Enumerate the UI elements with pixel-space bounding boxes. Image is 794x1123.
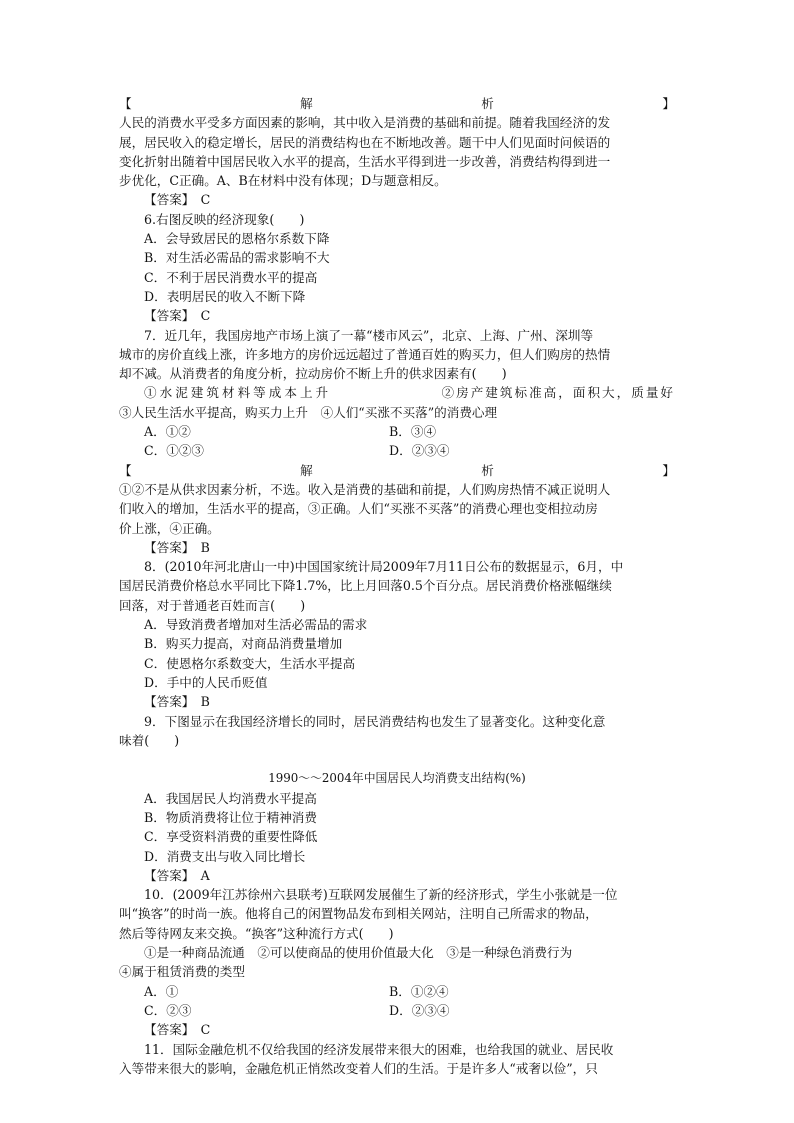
question-8-stem: 回落，对于普通老百姓而言( ) — [119, 597, 306, 613]
option: A．导致消费者增加对生活必需品的需求 — [144, 617, 368, 633]
figure-caption: 1990～～2004年中国居民人均消费支出结构(%) — [268, 771, 526, 786]
option: C．使恩格尔系数变大，生活水平提高 — [144, 655, 356, 671]
options-row: C．②③ D．②③④ — [144, 1002, 450, 1018]
options-row: A．①② B．③④ — [144, 424, 437, 440]
option: B．物质消费将让位于精神消费 — [144, 809, 317, 825]
question-7-stem: 却不减。从消费者的角度分析，拉动房价不断上升的供求因素有( ) — [119, 366, 507, 382]
option: D．消费支出与收入同比增长 — [144, 848, 306, 864]
question-6-stem: 6.右图反映的经济现象( ) — [144, 211, 305, 227]
question-9-stem: 9．下图显示在我国经济增长的同时，居民消费结构也发生了显著变化。这种变化意 — [144, 713, 606, 729]
answer-line: 【答案】 C — [144, 308, 211, 324]
analysis-text: 步优化，C正确。A、B在材料中没有体现；D与题意相反。 — [119, 173, 447, 189]
question-10-items: ④属于租赁消费的类型 — [119, 964, 245, 980]
question-10-items: ①是一种商品流通 ②可以使商品的使用价值最大化 ③是一种绿色消费行为 — [144, 945, 573, 961]
question-9-stem: 味着( ) — [119, 732, 180, 748]
analysis-header: 【 解 析 】 — [119, 96, 675, 111]
question-7-stem: 7．近几年，我国房地产市场上演了一幕“楼市风云”，北京、上海、广州、深圳等 — [144, 327, 594, 343]
option: D．手中的人民币贬值 — [144, 674, 268, 690]
question-7-items: ③人民生活水平提高，购买力上升 ④人们“买涨不买落”的消费心理 — [119, 404, 498, 420]
answer-line: 【答案】 C — [144, 1022, 211, 1038]
option: D．表明居民的收入不断下降 — [144, 288, 306, 304]
question-10-stem: 10．(2009年江苏徐州六县联考)互联网发展催生了新的经济形式，学生小张就是一位 — [144, 887, 618, 903]
question-11-stem: 11．国际金融危机不仅给我国的经济发展带来很大的困难，也给我国的就业、居民收 — [144, 1041, 614, 1057]
answer-line: 【答案】 B — [144, 694, 210, 710]
options-row: A．① B．①②④ — [144, 983, 449, 999]
question-7-items: ①水泥建筑材料等成本上升 ②房产建筑标准高，面积大，质量好 — [144, 385, 675, 401]
option: B．对生活必需品的需求影响不大 — [144, 250, 330, 266]
option: A．我国居民人均消费水平提高 — [144, 790, 317, 806]
option: B．购买力提高，对商品消费量增加 — [144, 636, 343, 652]
answer-line: 【答案】 C — [144, 192, 211, 208]
question-11-stem: 入等带来很大的影响，金融危机正悄然改变着人们的生活。于是许多人“戒奢以俭”，只 — [119, 1060, 598, 1076]
analysis-text: 们收入的增加，生活水平的提高，③正确。人们“买涨不买落”的消费心理也变相拉动房 — [119, 501, 598, 517]
question-8-stem: 8．(2010年河北唐山一中)中国国家统计局2009年7月11日公布的数据显示，6月，中 — [144, 559, 624, 575]
answer-line: 【答案】 B — [144, 539, 210, 555]
document-page — [119, 94, 675, 1078]
analysis-text: 人民的消费水平受多方面因素的影响，其中收入是消费的基础和前提。随着我国经济的发 — [119, 115, 611, 131]
analysis-text: 展，居民收入的稳定增长，居民的消费结构也在不断地改善。题干中人们见面时问候语的 — [119, 134, 611, 150]
question-8-stem: 国居民消费价格总水平同比下降1.7%，比上月回落0.5个百分点。居民消费价格涨幅继续 — [119, 578, 612, 594]
question-7-stem: 城市的房价直线上涨，许多地方的房价远远超过了普通百姓的购买力，但人们购房的热情 — [119, 346, 611, 362]
analysis-header: 【 解 析 】 — [119, 462, 675, 478]
option: C．享受资料消费的重要性降低 — [144, 829, 318, 845]
question-10-stem: 然后等待网友来交换。“换客”这种流行方式( ) — [119, 925, 394, 941]
analysis-text: 变化折射出随着中国居民收入水平的提高，生活水平得到进一步改善，消费结构得到进一 — [119, 153, 611, 169]
options-row: C．①②③ D．②③④ — [144, 443, 450, 459]
option: C．不利于居民消费水平的提高 — [144, 269, 318, 285]
option: A．会导致居民的恩格尔系数下降 — [144, 231, 330, 247]
question-10-stem: 叫“换客”的时尚一族。他将自己的闲置物品发布到相关网站，注明自己所需求的物品， — [119, 906, 598, 922]
answer-line: 【答案】 A — [144, 867, 210, 883]
analysis-text: 价上涨，④正确。 — [119, 520, 220, 536]
analysis-text: ①②不是从供求因素分析，不选。收入是消费的基础和前提，人们购房热情不减正说明人 — [119, 481, 611, 497]
